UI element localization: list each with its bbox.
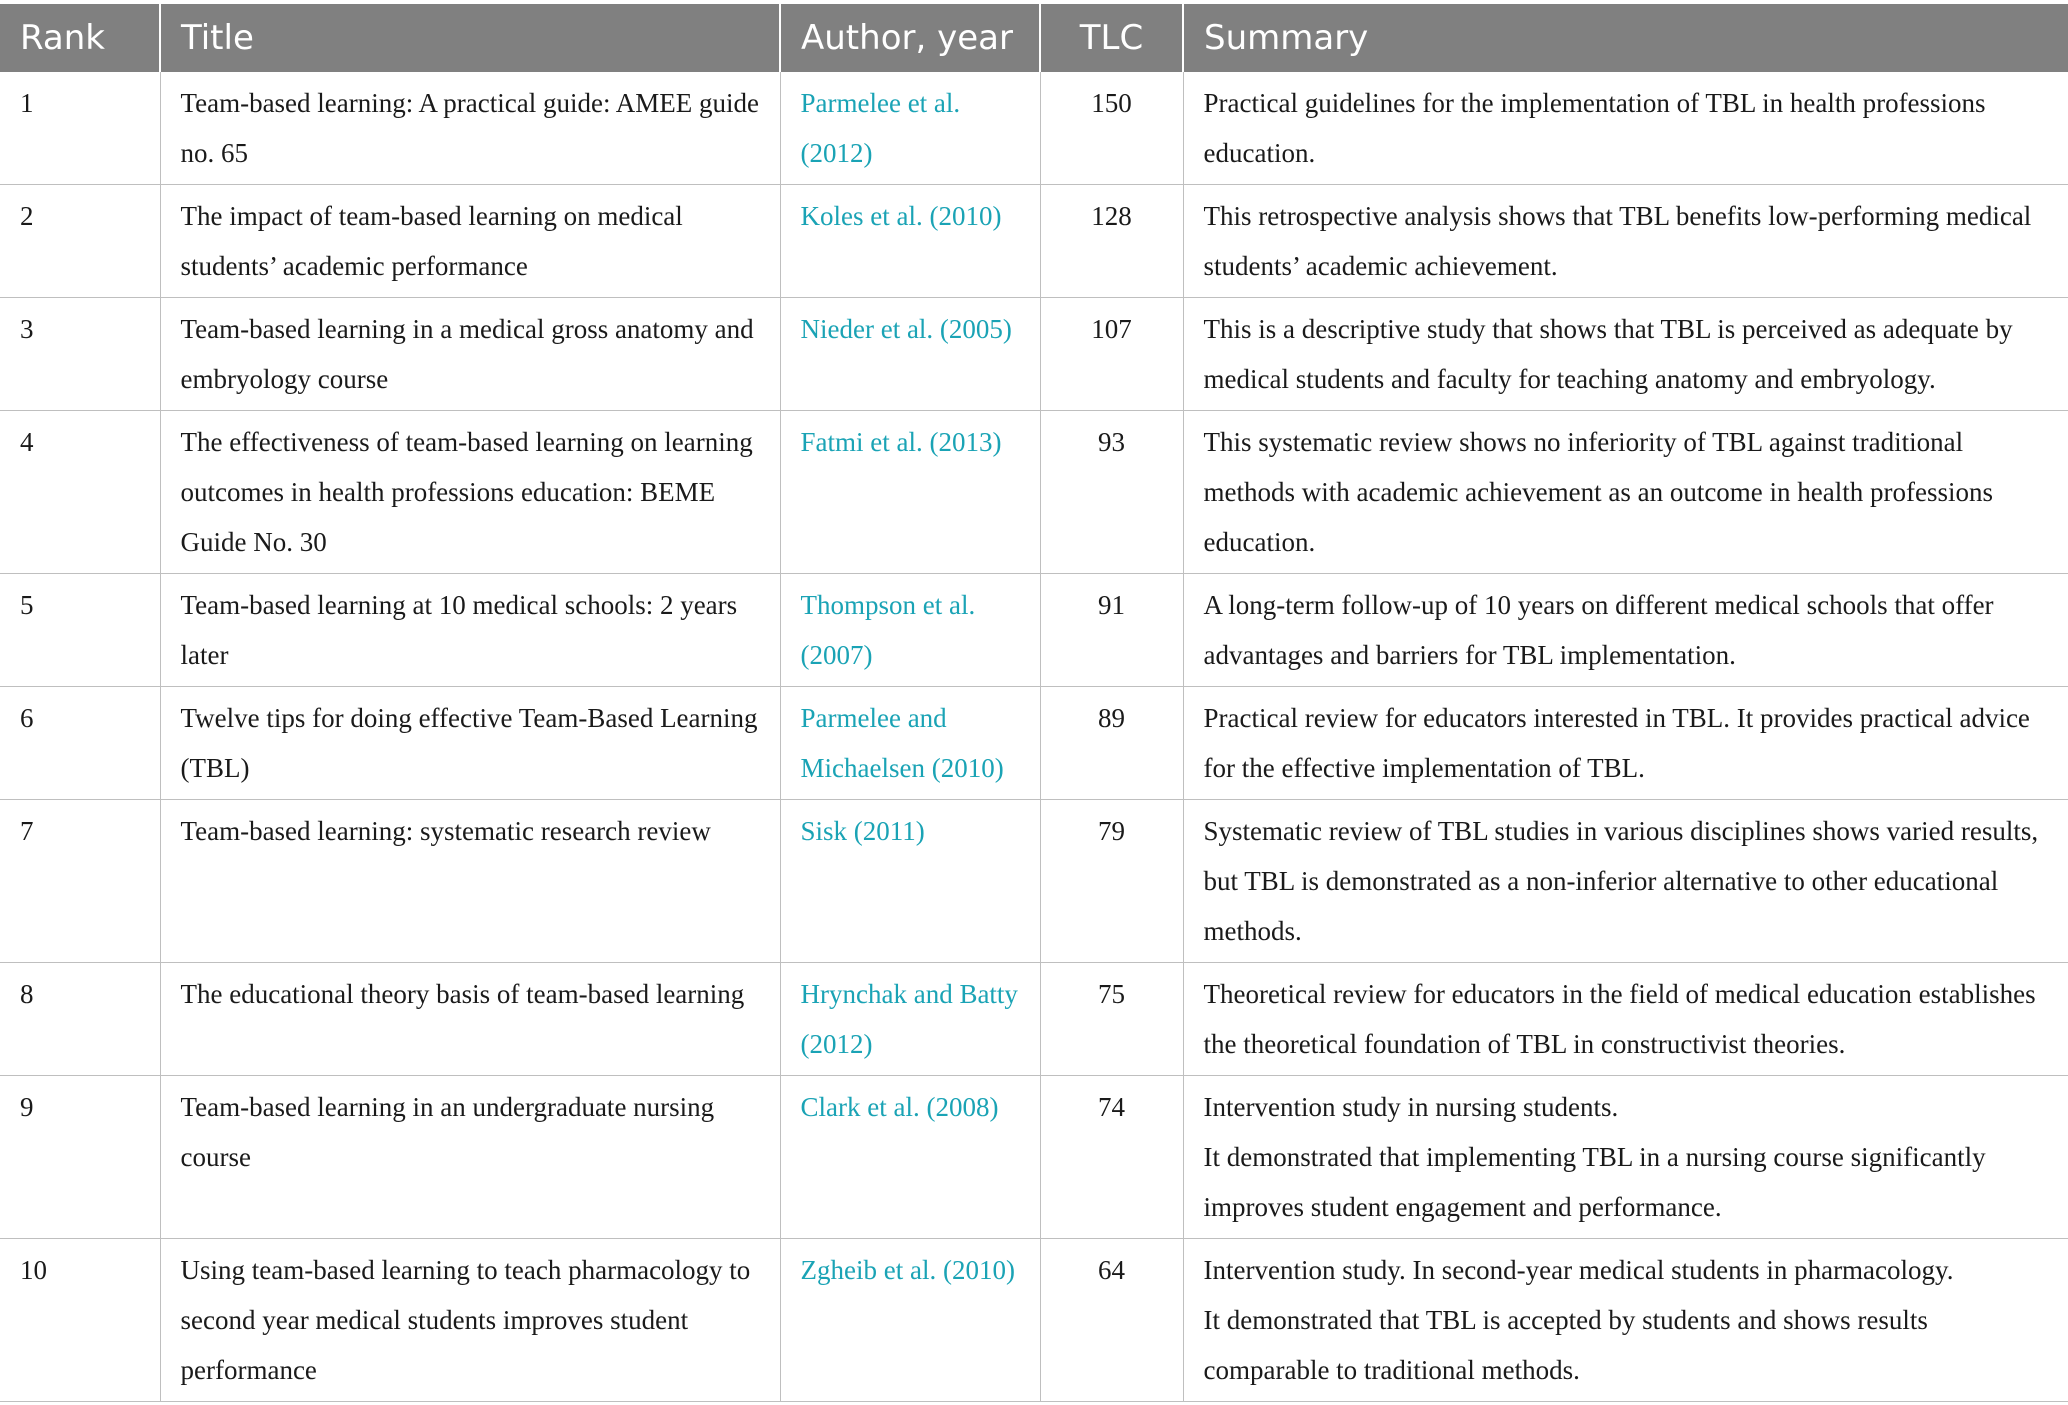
cell-tlc: 128: [1040, 185, 1183, 298]
cell-author-link[interactable]: Nieder et al. (2005): [780, 298, 1040, 411]
cell-author-link[interactable]: Zgheib et al. (2010): [780, 1239, 1040, 1402]
cell-tlc: 91: [1040, 574, 1183, 687]
cell-author-link[interactable]: Parmelee et al. (2012): [780, 72, 1040, 185]
cell-author-link[interactable]: Hrynchak and Batty (2012): [780, 963, 1040, 1076]
summary-line: Practical guidelines for the implementation of TBL in health professions education.: [1203, 88, 1986, 168]
cell-tlc: 89: [1040, 687, 1183, 800]
cell-tlc: 79: [1040, 800, 1183, 963]
header-rank: Rank: [0, 4, 160, 72]
top-cited-articles-table-container: [0, 4, 2068, 1402]
table-row: [0, 687, 2068, 800]
cell-title: Team-based learning in an undergraduate nursing course: [160, 1076, 780, 1239]
cell-author-link[interactable]: Fatmi et al. (2013): [780, 411, 1040, 574]
cell-tlc: 93: [1040, 411, 1183, 574]
cell-rank: 6: [0, 687, 160, 800]
header-summary: Summary: [1183, 4, 2068, 72]
summary-line: A long-term follow-up of 10 years on different medical schools that offer advantages and barriers for TBL implementation.: [1203, 590, 1994, 670]
table-row: [0, 1239, 2068, 1402]
cell-author-link[interactable]: Sisk (2011): [780, 800, 1040, 963]
cell-title: Team-based learning at 10 medical schools: 2 years later: [160, 574, 780, 687]
cell-author-link[interactable]: Thompson et al. (2007): [780, 574, 1040, 687]
cell-rank: 7: [0, 800, 160, 963]
cell-summary: [1183, 72, 2068, 185]
cell-title: The effectiveness of team-based learning on learning outcomes in health professions education: BEME Guide No. 30: [160, 411, 780, 574]
cell-tlc: 75: [1040, 963, 1183, 1076]
summary-line: Theoretical review for educators in the field of medical education establishes the theoretical foundation of TBL in constructivist theories.: [1203, 979, 2036, 1059]
cell-summary: [1183, 574, 2068, 687]
header-author-year: Author, year: [780, 4, 1040, 72]
cell-rank: 8: [0, 963, 160, 1076]
table-row: [0, 72, 2068, 185]
cell-title: Team-based learning: systematic research review: [160, 800, 780, 963]
cell-summary: [1183, 800, 2068, 963]
summary-line: Systematic review of TBL studies in various disciplines shows varied results, but TBL is demonstrated as a non-inferior alternative to other educational methods.: [1203, 816, 2039, 946]
cell-summary: [1183, 963, 2068, 1076]
cell-summary: [1183, 411, 2068, 574]
cell-rank: 9: [0, 1076, 160, 1239]
cell-rank: 2: [0, 185, 160, 298]
table-body: [0, 72, 2068, 1402]
summary-line: It demonstrated that implementing TBL in a nursing course significantly improves student engagement and performance.: [1203, 1142, 1986, 1222]
cell-title: Team-based learning: A practical guide: AMEE guide no. 65: [160, 72, 780, 185]
table-row: [0, 574, 2068, 687]
summary-line: Practical review for educators interested in TBL. It provides practical advice for the effective implementation of TBL.: [1203, 703, 2030, 783]
cell-title: The educational theory basis of team-based learning: [160, 963, 780, 1076]
cell-summary: [1183, 687, 2068, 800]
cell-title: Using team-based learning to teach pharmacology to second year medical students improves student performance: [160, 1239, 780, 1402]
cell-tlc: 107: [1040, 298, 1183, 411]
cell-rank: 1: [0, 72, 160, 185]
header-row: [0, 4, 2068, 72]
cell-rank: 10: [0, 1239, 160, 1402]
summary-line: This retrospective analysis shows that TBL benefits low-performing medical students’ academic achievement.: [1203, 201, 2032, 281]
table-row: [0, 963, 2068, 1076]
table-row: [0, 800, 2068, 963]
table-row: [0, 298, 2068, 411]
cell-title: Team-based learning in a medical gross anatomy and embryology course: [160, 298, 780, 411]
summary-line: It demonstrated that TBL is accepted by students and shows results comparable to traditional methods.: [1203, 1305, 1928, 1385]
cell-tlc: 64: [1040, 1239, 1183, 1402]
cell-summary: [1183, 185, 2068, 298]
table-header: [0, 4, 2068, 72]
table-row: [0, 1076, 2068, 1239]
cell-rank: 5: [0, 574, 160, 687]
summary-line: This is a descriptive study that shows that TBL is perceived as adequate by medical students and faculty for teaching anatomy and embryology.: [1203, 314, 2013, 394]
cell-author-link[interactable]: Parmelee and Michaelsen (2010): [780, 687, 1040, 800]
cell-title: Twelve tips for doing effective Team-Based Learning (TBL): [160, 687, 780, 800]
summary-line: Intervention study. In second-year medical students in pharmacology.: [1203, 1255, 1954, 1285]
cell-tlc: 150: [1040, 72, 1183, 185]
cell-summary: [1183, 1076, 2068, 1239]
cell-summary: [1183, 1239, 2068, 1402]
cell-tlc: 74: [1040, 1076, 1183, 1239]
table-row: [0, 185, 2068, 298]
cell-author-link[interactable]: Koles et al. (2010): [780, 185, 1040, 298]
header-title: Title: [160, 4, 780, 72]
table-row: [0, 411, 2068, 574]
summary-line: This systematic review shows no inferiority of TBL against traditional methods with academic achievement as an outcome in health professions education.: [1203, 427, 1993, 557]
summary-line: Intervention study in nursing students.: [1203, 1092, 1619, 1122]
cell-title: The impact of team-based learning on medical students’ academic performance: [160, 185, 780, 298]
top-cited-articles-table: [0, 4, 2068, 1402]
cell-author-link[interactable]: Clark et al. (2008): [780, 1076, 1040, 1239]
cell-summary: [1183, 298, 2068, 411]
header-tlc: TLC: [1040, 4, 1183, 72]
cell-rank: 4: [0, 411, 160, 574]
cell-rank: 3: [0, 298, 160, 411]
